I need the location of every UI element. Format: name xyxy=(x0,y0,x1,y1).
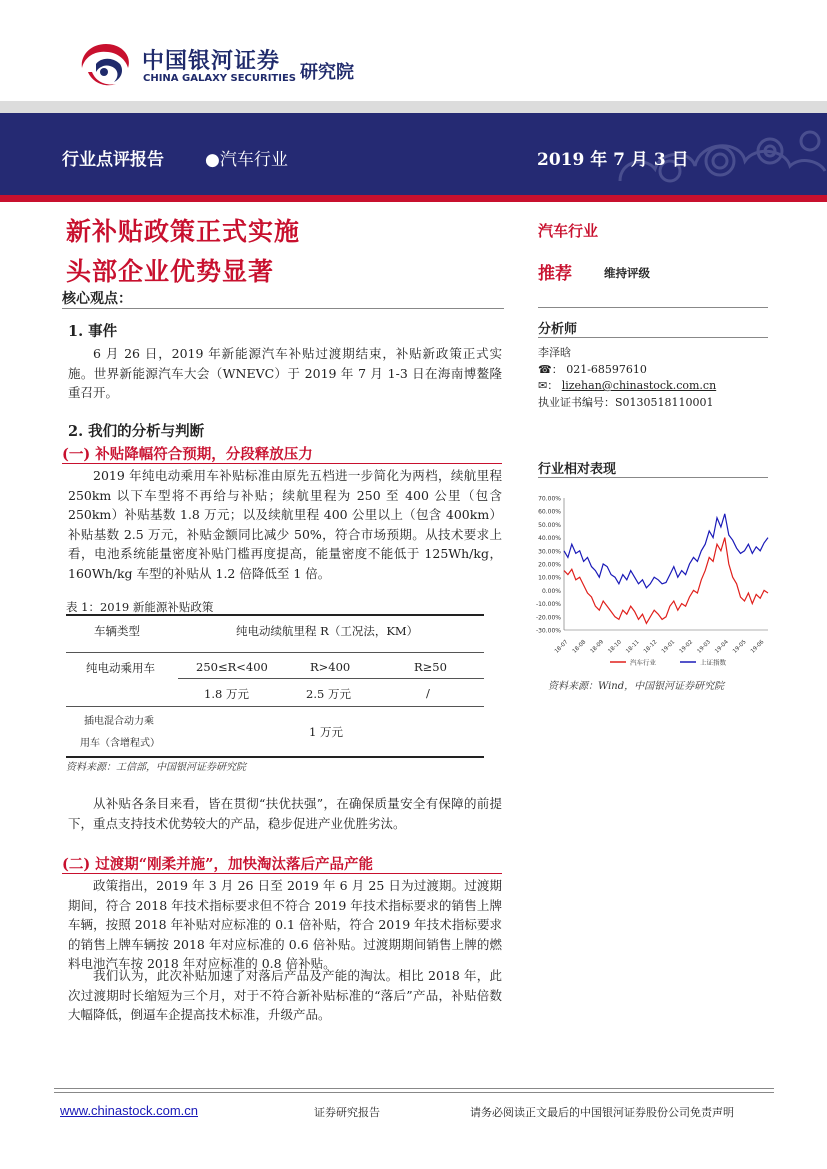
x-tick-label: 19-04 xyxy=(714,639,730,655)
x-tick-label: 18-07 xyxy=(553,639,570,655)
institute-name: 研究院 xyxy=(300,62,354,83)
report-type: 行业点评报告 xyxy=(62,150,164,170)
legend-label: 上证指数 xyxy=(700,658,726,667)
divider xyxy=(62,308,504,309)
legend-label: 汽车行业 xyxy=(630,658,656,667)
x-tick-label: 18-08 xyxy=(571,639,588,655)
footer-rule-1 xyxy=(54,1088,774,1089)
table-source: 资料来源：工信部，中国银河证券研究院 xyxy=(66,762,246,773)
x-tick-label: 19-06 xyxy=(749,639,766,655)
phone-row: ☎： 021-68597610 xyxy=(538,363,647,376)
subsection-2-heading: (二) 过渡期“刚柔并施”，加快淘汰落后产品产能 xyxy=(62,856,373,873)
footer-center: 证券研究报告 xyxy=(314,1106,380,1119)
section-1-body: 6 月 26 日，2019 年新能源汽车补贴过渡期结束，补贴新政策正式实施。世界新能源汽车大会（WNEVC）于 2019 年 7 月 1-3 日在海南博鳌隆重召开。 xyxy=(68,346,502,400)
subsidy-table xyxy=(66,614,484,758)
company-logo xyxy=(78,42,378,92)
table-phev-value: 1 万元 xyxy=(309,725,343,739)
report-date: 2019 年 7 月 3 日 xyxy=(537,150,689,170)
header-gray-strip xyxy=(0,101,827,113)
subsection-1-body: 2019 年纯电动乘用车补贴标准由原先五档进一步简化为两档，续航里程 250km 以下车型将不再给与补贴；续航里程为 250 至 400 公里（包含 250km）补贴基数 1.8 万元；以及续航里程 400 公里以上（包含 400km）补贴基数 2.5 万元，补贴金额同比减少 50%，符合市场预期。从技术要求上看，电池系统能量密度补贴门槛再度提高，能量密度不能低于 125Wh/kg，160Wh/kg 车型的补贴从 1.2 倍降低至 1 倍。 xyxy=(68,468,502,581)
y-tick-label: 50.00% xyxy=(538,521,561,529)
footer-disclaimer: 请务必阅读正文最后的中国银河证券股份公司免责声明 xyxy=(470,1106,734,1119)
y-tick-label: -30.00% xyxy=(535,627,561,635)
x-tick-label: 18-10 xyxy=(607,639,623,655)
table-range-2: R>400 xyxy=(310,660,351,674)
phone-icon: ☎ xyxy=(538,363,552,376)
y-tick-label: 0.00% xyxy=(541,587,561,595)
table-row-phev-2: 用车（含增程式） xyxy=(80,738,160,749)
company-name-cn: 中国银河证券 xyxy=(142,49,281,74)
table-bev-value-2: 2.5 万元 xyxy=(306,687,351,701)
y-tick-label: -20.00% xyxy=(535,614,561,622)
core-view-label: 核心观点： xyxy=(62,291,132,307)
y-tick-label: 10.00% xyxy=(538,574,561,582)
rating: 推荐 xyxy=(538,264,572,284)
x-tick-label: 18-11 xyxy=(625,639,641,655)
chart-source: 资料来源：Wind，中国银河证券研究院 xyxy=(548,681,725,692)
galaxy-logo-icon xyxy=(78,42,134,90)
subsection-2-para-1: 政策指出，2019 年 3 月 26 日至 2019 年 6 月 25 日为过渡期。过渡期期间，符合 2018 年技术指标要求但不符合 2019 年技术指标要求的销售上牌车辆，按照 2018 年补贴对应标准的 0.1 倍补贴，符合 2019 年技术指标要求的销售上牌车辆按 2018 年对应标准的 0.6 倍补贴。过渡期期间销售上牌的燃料电池汽车按 2018 年对应标准的 0.8 倍补贴。 xyxy=(68,878,502,971)
section-1-heading: 1. 事件 xyxy=(68,323,118,340)
analyst-heading: 分析师 xyxy=(538,322,578,337)
divider xyxy=(538,337,768,338)
phone-number: 021-68597610 xyxy=(566,363,647,376)
relative-performance-chart xyxy=(530,490,770,675)
x-tick-label: 19-02 xyxy=(678,639,695,655)
table-bev-value-1: 1.8 万元 xyxy=(204,687,249,701)
title-line-1: 新补贴政策正式实施 xyxy=(66,217,301,246)
table-bev-value-3: / xyxy=(426,686,430,700)
sidebar-industry: 汽车行业 xyxy=(538,222,599,240)
table-range-1: 250≤R<400 xyxy=(196,660,268,674)
subsection-1-heading: (一) 补贴降幅符合预期，分段释放压力 xyxy=(62,446,313,463)
x-tick-label: 19-03 xyxy=(696,639,712,655)
table-range-3: R≥50 xyxy=(414,660,447,674)
after-table-paragraph: 从补贴各条目来看，皆在贯彻“扶优扶强”，在确保质量安全有保障的前提下，重点支持技术优势较大的产品，稳步促进产业优胜劣汰。 xyxy=(68,796,502,831)
y-tick-label: 20.00% xyxy=(538,561,561,569)
y-tick-label: 60.00% xyxy=(538,508,561,516)
series-line-shanghai-index xyxy=(564,514,768,588)
table-caption: 表 1：2019 新能源补贴政策 xyxy=(66,600,214,614)
table-row-bev: 纯电动乘用车 xyxy=(86,661,155,675)
footer-rule-2 xyxy=(54,1092,774,1093)
analyst-name: 李泽晗 xyxy=(538,346,571,359)
x-tick-label: 18-09 xyxy=(589,639,606,655)
y-tick-label: 40.00% xyxy=(538,535,561,543)
divider xyxy=(538,307,768,308)
divider xyxy=(538,477,768,478)
perf-heading: 行业相对表现 xyxy=(538,462,617,477)
x-tick-label: 19-01 xyxy=(660,639,677,655)
industry-tag: ●汽车行业 xyxy=(205,150,288,170)
table-row-phev-1: 插电混合动力乘 xyxy=(84,716,154,727)
analyst-email[interactable]: lizehan@chinastock.com.cn xyxy=(561,379,717,392)
y-tick-label: 70.00% xyxy=(538,495,561,503)
email-icon: ✉ xyxy=(538,379,548,392)
x-tick-label: 19-05 xyxy=(732,639,748,655)
table-header-vehicle: 车辆类型 xyxy=(94,624,140,638)
subsection-underline xyxy=(62,463,502,464)
subsection-2-para-2: 我们认为，此次补贴加速了对落后产品及产能的淘汰。相比 2018 年，此次过渡期时长缩短为三个月，对于不符合新补贴标准的“落后”产品，补贴倍数大幅降低，倒逼车企提高技术标准，升级产品。 xyxy=(68,968,502,1022)
email-row: ✉： lizehan@chinastock.com.cn xyxy=(538,379,717,392)
y-tick-label: 30.00% xyxy=(538,548,561,556)
table-header-range: 纯电动续航里程 R（工况法，KM） xyxy=(236,624,419,638)
section-2-heading: 2. 我们的分析与判断 xyxy=(68,423,205,440)
footer-url[interactable]: www.chinastock.com.cn xyxy=(60,1103,198,1118)
company-name-en: CHINA GALAXY SECURITIES xyxy=(143,73,296,84)
header-red-strip xyxy=(0,195,827,202)
license-number: 执业证书编号：S0130518110001 xyxy=(538,396,714,409)
rating-note: 维持评级 xyxy=(604,266,650,280)
subsection-underline xyxy=(62,873,502,874)
x-tick-label: 18-12 xyxy=(642,639,659,655)
y-tick-label: -10.00% xyxy=(535,601,561,609)
title-line-2: 头部企业优势显著 xyxy=(66,257,275,286)
series-line-auto-industry xyxy=(564,538,768,624)
